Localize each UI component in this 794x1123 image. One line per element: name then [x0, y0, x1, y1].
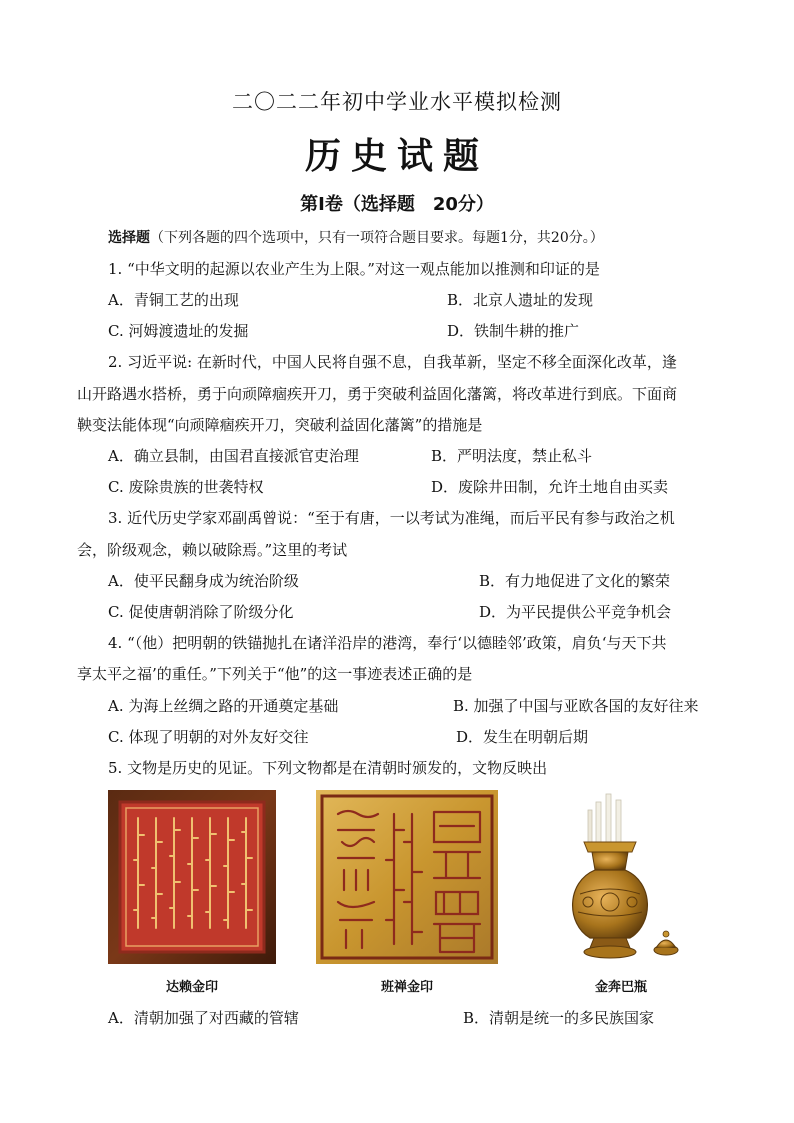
q2-option-b: B．严明法度，禁止私斗 — [431, 447, 593, 465]
q2-stem-line1: 2. 习近平说: 在新时代，中国人民将自强不息，自我革新，坚定不移全面深化改革，逢 — [108, 353, 677, 371]
q2-option-d: D．废除井田制，允许土地自由买卖 — [431, 478, 669, 496]
q3-stem-line2: 会，阶级观念，赖以破除焉。”这里的考试 — [77, 541, 348, 559]
q2-stem-line3: 鞅变法能体现“向顽障痼疾开刀，突破利益固化藩篱”的措施是 — [77, 416, 483, 434]
q1-option-a: A．青铜工艺的出现 — [108, 291, 239, 309]
dalai-seal-caption: 达赖金印 — [165, 980, 218, 995]
instructions — [108, 228, 604, 248]
q3-option-d: D．为平民提供公平竞争机会 — [479, 603, 672, 621]
exam-subtitle: 二〇二二年初中学业水平模拟检测 — [232, 90, 562, 114]
q3-option-c: C. 促使唐朝消除了阶级分化 — [108, 603, 294, 621]
q5-option-b: B．清朝是统一的多民族国家 — [463, 1009, 655, 1027]
q2-stem-line2: 山开路遇水搭桥，勇于向顽障痼疾开刀，勇于突破利益固化藩篱，将改革进行到底。下面商 — [77, 385, 678, 403]
q5-stem: 5. 文物是历史的见证。下列文物都是在清朝时颁发的，文物反映出 — [108, 759, 548, 777]
q4-option-b: B. 加强了中国与亚欧各国的友好往来 — [453, 697, 699, 715]
q4-option-a: A. 为海上丝绸之路的开通奠定基础 — [108, 697, 339, 715]
section-heading: 第Ⅰ卷（选择题 20分） — [300, 194, 494, 215]
panchen-seal-caption: 班禅金印 — [380, 980, 433, 995]
q4-stem-line1: 4. “（他）把明朝的铁锚抛扎在诸洋沿岸的港湾，奉行‘以德睦邻’政策，肩负‘与天下共 — [108, 634, 667, 652]
q4-option-d: D．发生在明朝后期 — [456, 728, 589, 746]
dalai-gold-seal-image — [108, 790, 276, 964]
q3-option-b: B．有力地促进了文化的繁荣 — [479, 572, 671, 590]
q1-option-b: B．北京人遗址的发现 — [447, 291, 594, 309]
q1-stem: 1. “中华文明的起源以农业产生为上限。”对这一观点能加以推测和印证的是 — [108, 260, 600, 278]
golden-urn-caption: 金奔巴瓶 — [594, 980, 647, 995]
q2-option-c: C. 废除贵族的世袭特权 — [108, 478, 264, 496]
q4-stem-line2: 享太平之福’的重任。”下列关于“他”的这一事迹表述正确的是 — [77, 665, 473, 683]
q5-option-a: A．清朝加强了对西藏的管辖 — [108, 1009, 299, 1027]
page-title: 历史试题 — [304, 136, 489, 177]
q1-option-c: C. 河姆渡遗址的发掘 — [108, 322, 249, 340]
q4-option-c: C. 体现了明朝的对外友好交往 — [108, 728, 309, 746]
panchen-gold-seal-image — [316, 790, 498, 964]
q3-option-a: A．使平民翻身成为统治阶级 — [108, 572, 299, 590]
q2-option-a: A．确立县制，由国君直接派官吏治理 — [108, 447, 359, 465]
q3-stem-line1: 3. 近代历史学家邓副禹曾说：“至于有唐，一以考试为准绳，而后平民有参与政治之机 — [108, 509, 675, 527]
q1-option-d: D．铁制牛耕的推广 — [447, 322, 580, 340]
instructions-label: 选择题 — [108, 230, 150, 246]
instructions-text: （下列各题的四个选项中，只有一项符合题目要求。每题1分，共20分。） — [150, 230, 604, 246]
golden-urn-image — [560, 790, 688, 964]
